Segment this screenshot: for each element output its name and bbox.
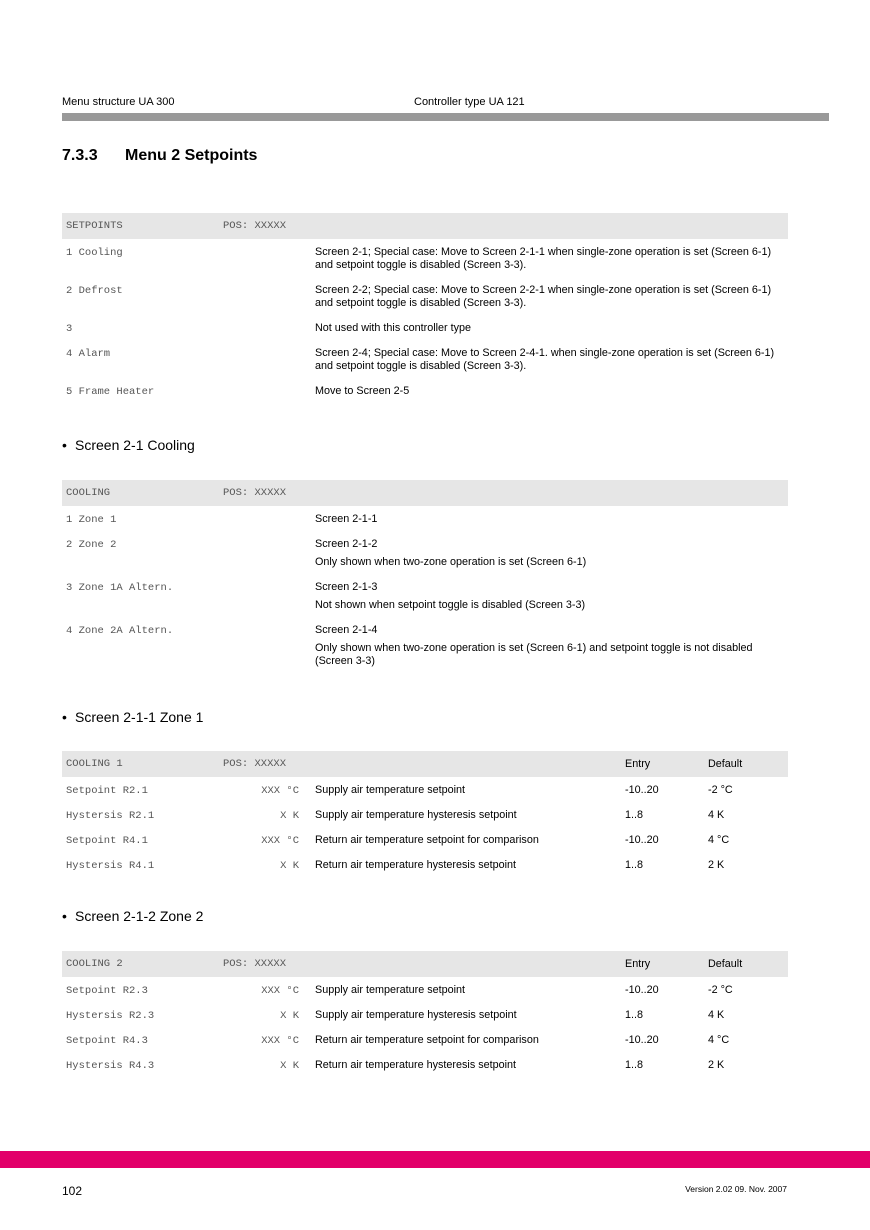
table-header-cell: POS: XXXXX [223,487,287,499]
zone1-parameter-table [62,751,788,877]
zone2-parameter-table [62,951,788,1077]
default-value: 2 K [708,859,725,871]
entry-range: 1..8 [625,859,644,871]
table-row [62,617,788,673]
table-row [62,531,788,574]
table-header-cell: POS: XXXXX [223,220,287,232]
default-value: 4 K [708,809,725,821]
menu-item-description [315,506,788,531]
table-row [62,802,788,827]
table-header-row [62,751,788,777]
visibility-note: Only shown when two-zone operation is set (Screen 6-1) [315,556,587,568]
table-row [62,777,788,802]
menu-item: 4 Alarm [66,348,111,360]
parameter-unit: X K [280,860,299,872]
default-column-header: Default [708,957,743,970]
target-screen: Screen 2-1-3 [315,581,378,593]
footer-accent-bar [0,1151,870,1168]
menu-item: 2 Zone 2 [66,539,117,551]
parameter-unit: X K [280,810,299,822]
target-screen: Screen 2-1-1 [315,513,378,525]
subsection-title: Screen 2-1-2 Zone 2 [75,908,204,924]
table-header-cell: POS: XXXXX [223,758,287,770]
parameter-name: Setpoint R2.3 [66,985,148,997]
subsection-heading [62,709,203,725]
parameter-unit: XXX °C [261,785,299,797]
entry-range: -10..20 [625,834,659,846]
subsection-title: Screen 2-1 Cooling [75,437,195,453]
table-header-cell: POS: XXXXX [223,958,287,970]
default-value: 4 °C [708,1034,730,1046]
parameter-description: Return air temperature setpoint for comparison [315,834,539,846]
menu-item: 1 Zone 1 [66,514,117,526]
target-screen: Screen 2-1-4 [315,624,378,636]
table-row [62,574,788,617]
table-header-row [62,213,788,239]
parameter-description: Supply air temperature hysteresis setpoint [315,1009,517,1021]
table-header-cell: COOLING 2 [66,958,123,970]
parameter-name: Hystersis R2.3 [66,1010,155,1022]
entry-column-header: Entry [625,757,651,770]
header-document-title: Menu structure UA 300 [62,96,175,108]
entry-range: -10..20 [625,784,659,796]
table-header-cell: SETPOINTS [66,220,123,232]
parameter-name: Setpoint R2.1 [66,785,148,797]
table-header-row [62,480,788,506]
menu-item: 2 Defrost [66,285,123,297]
page-number: 102 [62,1184,83,1198]
menu-item: 5 Frame Heater [66,386,155,398]
table-row [62,827,788,852]
entry-range: -10..20 [625,1034,659,1046]
table-header-cell: COOLING [66,487,111,499]
bullet-icon: • [62,908,67,924]
parameter-description: Supply air temperature setpoint [315,984,466,996]
parameter-description: Supply air temperature hysteresis setpoint [315,809,517,821]
table-row [62,1052,788,1077]
table-header-row [62,951,788,977]
visibility-note: Only shown when two-zone operation is set (Screen 6-1) and setpoint toggle is not disabled (Screen 3-3) [315,642,753,667]
subsection-title: Screen 2-1-1 Zone 1 [75,709,204,725]
parameter-name: Hystersis R2.1 [66,810,155,822]
table-row [62,277,788,315]
bullet-icon: • [62,437,67,453]
visibility-note: Not shown when setpoint toggle is disabled (Screen 3-3) [315,599,586,611]
parameter-description: Supply air temperature setpoint [315,784,466,796]
table-header-cell: COOLING 1 [66,758,123,770]
parameter-name: Hystersis R4.3 [66,1060,155,1072]
entry-column-header: Entry [625,957,651,970]
parameter-unit: XXX °C [261,985,299,997]
default-value: -2 °C [708,984,733,996]
table-row [62,852,788,877]
cooling-menu-table [62,480,788,673]
menu-item-description [315,531,788,574]
menu-item-description: Screen 2-2; Special case: Move to Screen 2-2-1 when single-zone operation is set (Screen 6-1) and setpoint toggle is disabled (Screen 3-3). [315,284,772,309]
table-row [62,1027,788,1052]
menu-item: 3 [66,323,73,335]
table-row [62,239,788,277]
table-row [62,340,788,378]
table-row [62,378,788,403]
parameter-unit: X K [280,1010,299,1022]
entry-range: -10..20 [625,984,659,996]
default-value: -2 °C [708,784,733,796]
version-date: Version 2.02 09. Nov. 2007 [685,1184,787,1194]
parameter-unit: X K [280,1060,299,1072]
menu-item-description: Move to Screen 2-5 [315,385,410,397]
menu-item-description [315,617,788,673]
subsection-heading [62,437,195,453]
setpoints-menu-table [62,213,788,403]
menu-item: 4 Zone 2A Altern. [66,625,174,637]
table-row [62,506,788,531]
section-number: 7.3.3 [62,147,98,164]
parameter-description: Return air temperature hysteresis setpoint [315,1059,517,1071]
subsection-heading [62,908,203,924]
header-controller-type: Controller type UA 121 [414,96,525,108]
default-value: 4 °C [708,834,730,846]
bullet-icon: • [62,709,67,725]
default-column-header: Default [708,757,743,770]
menu-item-description: Screen 2-4; Special case: Move to Screen 2-4-1. when single-zone operation is set (Screen 6-1) and setpoint toggle is disabled (Screen 3-3). [315,347,775,372]
entry-range: 1..8 [625,1059,644,1071]
table-row [62,977,788,1002]
default-value: 4 K [708,1009,725,1021]
parameter-name: Setpoint R4.1 [66,835,148,847]
menu-item-description [315,574,788,617]
menu-item: 1 Cooling [66,247,123,259]
menu-item-description: Screen 2-1; Special case: Move to Screen 2-1-1 when single-zone operation is set (Screen 6-1) and setpoint toggle is disabled (Screen 3-3). [315,246,772,271]
section-heading [62,147,257,165]
menu-item-description: Not used with this controller type [315,322,472,334]
table-row [62,1002,788,1027]
parameter-name: Setpoint R4.3 [66,1035,148,1047]
parameter-description: Return air temperature setpoint for comparison [315,1034,539,1046]
entry-range: 1..8 [625,809,644,821]
parameter-description: Return air temperature hysteresis setpoint [315,859,517,871]
default-value: 2 K [708,1059,725,1071]
table-row [62,315,788,340]
menu-item: 3 Zone 1A Altern. [66,582,174,594]
header-rule [62,113,829,121]
section-title-text: Menu 2 Setpoints [125,147,258,164]
parameter-unit: XXX °C [261,835,299,847]
parameter-unit: XXX °C [261,1035,299,1047]
entry-range: 1..8 [625,1009,644,1021]
parameter-name: Hystersis R4.1 [66,860,155,872]
target-screen: Screen 2-1-2 [315,538,378,550]
